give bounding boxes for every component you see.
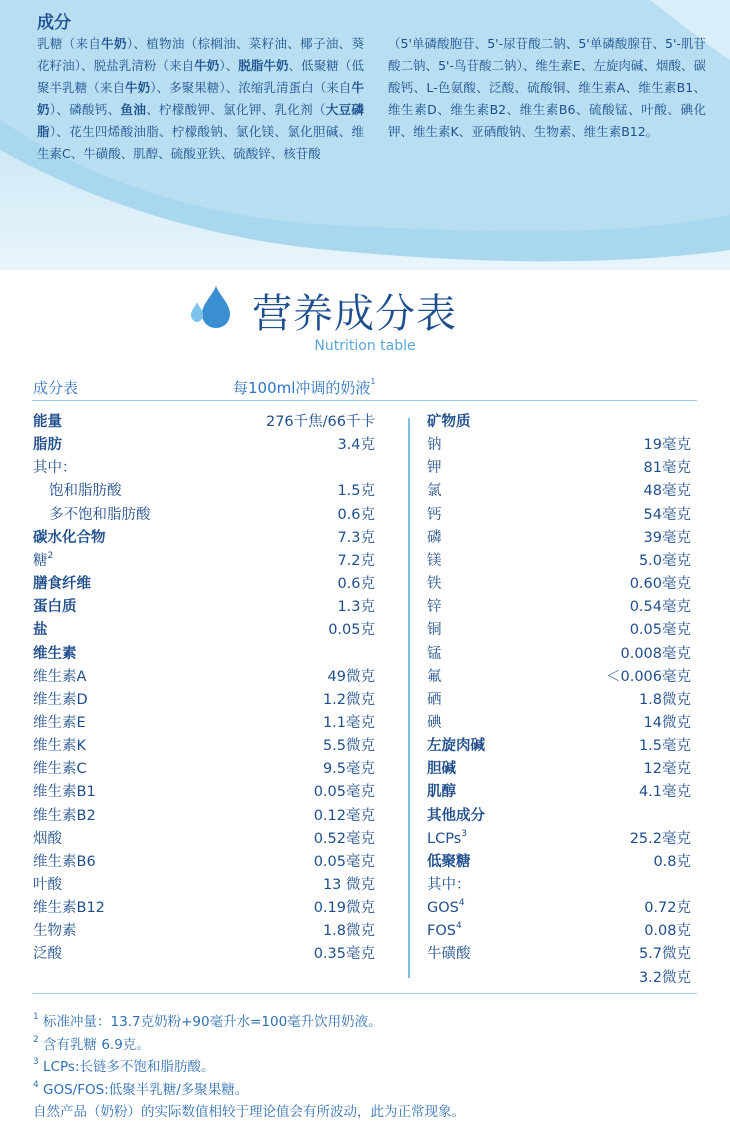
nutrient-label-text: 能量 [33, 414, 62, 430]
nutrient-label-text: GOS [427, 900, 459, 917]
nutrient-value: 0.60毫克 [629, 576, 691, 593]
allergen-text: 牛奶 [194, 58, 220, 73]
nutrient-row [33, 643, 375, 666]
nutrient-label [33, 828, 62, 851]
nutrient-value: 4.1毫克 [638, 784, 691, 801]
nutrient-value: 19毫克 [643, 437, 691, 454]
nutrient-label-text: 维生素K [33, 738, 87, 755]
nutrient-value: 12毫克 [643, 761, 691, 778]
nutrient-label [33, 434, 62, 457]
nutrient-row [427, 943, 691, 966]
nutrient-row [33, 851, 375, 874]
nutrient-label [33, 573, 91, 596]
nutrient-label [427, 619, 442, 642]
nutrient-row [33, 504, 375, 527]
nutrient-row [427, 457, 691, 480]
nutrient-label-text: 铁 [427, 576, 442, 593]
nutrient-value: 25.2毫克 [629, 830, 691, 847]
nutrient-row [427, 874, 691, 897]
nutrient-label-text: LCPs [427, 830, 462, 847]
nutrient-value: 13 微克 [322, 877, 375, 893]
nutrient-label-text: 维生素 [33, 645, 77, 662]
nutrient-label-text: 维生素B6 [33, 853, 96, 870]
nutrient-label-text: 其中： [427, 877, 471, 893]
nutrient-row [427, 781, 691, 804]
nutrient-value: 1.8微克 [322, 923, 375, 940]
ingredients-title: 成分 [37, 13, 71, 33]
nutrient-label-text: 钠 [427, 437, 442, 454]
nutrient-label-text: 多不饱和脂肪酸 [49, 506, 151, 523]
table-header-per-100ml-text: 每100ml冲调的奶液 [233, 379, 371, 397]
nutrient-row [427, 805, 691, 828]
water-drop-icon [188, 284, 234, 330]
nutrient-label [33, 596, 77, 619]
nutrition-table-title: 营养成分表 [252, 291, 457, 337]
ingredient-text: ）、 [219, 58, 239, 73]
nutrient-row [427, 897, 691, 920]
nutrient-label-text: 维生素E [33, 714, 86, 731]
nutrient-label-text: 氯 [427, 483, 442, 500]
nutrient-row [33, 666, 375, 689]
nutrient-label [427, 434, 442, 457]
nutrient-label [33, 805, 96, 828]
nutrient-value: 14微克 [643, 714, 691, 731]
nutrient-row [427, 434, 691, 457]
nutrient-value: 0.52毫克 [313, 830, 375, 847]
nutrient-value: 0.54毫克 [629, 599, 691, 616]
nutrient-row [33, 781, 375, 804]
nutrient-label-text: 铜 [427, 622, 442, 639]
nutrient-label-text: 牛磺酸 [427, 946, 471, 963]
nutrient-label [33, 712, 86, 735]
allergen-text: 鱼油 [120, 102, 147, 117]
nutrient-label [33, 411, 62, 434]
nutrient-row [33, 457, 375, 480]
nutrient-label-text: 镁 [427, 552, 442, 569]
nutrient-label [427, 643, 442, 666]
nutrient-label [33, 666, 86, 689]
ingredients-banner [0, 0, 730, 270]
nutrient-value: 0.008毫克 [620, 645, 691, 662]
nutrient-label-text: 生物素 [33, 923, 77, 940]
nutrient-label-text: 维生素B1 [33, 784, 96, 801]
footnote-line [33, 1101, 713, 1124]
nutrient-label-text: 其他成分 [427, 807, 485, 824]
nutrient-label-text: 维生素D [33, 691, 88, 708]
nutrient-label [33, 527, 106, 550]
nutrient-value: 0.05毫克 [313, 853, 375, 870]
footnote-mark: 2 [47, 550, 54, 561]
nutrient-label-text: 维生素B2 [33, 807, 96, 824]
nutrient-label-text: 矿物质 [427, 414, 471, 430]
nutrient-label-text: 氟 [427, 668, 442, 685]
ingredient-text: ）、多聚果糖）、浓缩乳清蛋白（来自 [150, 80, 352, 95]
nutrient-row [33, 573, 375, 596]
nutrient-value: 3.4克 [337, 437, 375, 454]
nutrient-row [427, 851, 691, 874]
nutrient-value: 1.3克 [337, 599, 375, 616]
nutrient-label-text: 碘 [427, 714, 442, 731]
nutrient-row [33, 874, 375, 897]
nutrient-label [33, 758, 87, 781]
nutrient-row [427, 689, 691, 712]
footnote-text: GOS/FOS:低聚半乳糖/多聚果糖。 [38, 1081, 249, 1098]
nutrient-value: 0.05毫克 [313, 784, 375, 801]
nutrient-label-text: FOS [427, 923, 456, 940]
nutrient-row [427, 596, 691, 619]
nutrient-row [33, 480, 375, 503]
nutrient-row [33, 897, 375, 920]
table-header-footnote-mark: 1 [370, 377, 376, 386]
ingredient-text: ）、磷酸钙、 [49, 102, 121, 117]
nutrient-label [427, 411, 471, 434]
nutrient-label [427, 805, 485, 828]
nutrient-label [427, 573, 442, 596]
nutrient-label-text: 蛋白质 [33, 599, 77, 616]
nutrient-value: 0.35毫克 [313, 946, 375, 963]
nutrient-value: 0.72克 [644, 900, 691, 917]
nutrient-label [427, 851, 471, 874]
footnote-number: 1 [33, 1012, 39, 1022]
nutrient-label [427, 920, 462, 943]
nutrient-value: ＜0.006毫克 [605, 668, 691, 685]
nutrient-row [33, 805, 375, 828]
nutrient-label-text: 饱和脂肪酸 [49, 483, 122, 500]
nutrient-row [427, 735, 691, 758]
nutrient-row [33, 712, 375, 735]
nutrient-label-text: 叶酸 [33, 877, 62, 893]
nutrient-row [427, 712, 691, 735]
nutrient-value: 9.5毫克 [322, 761, 375, 778]
nutrient-label [33, 735, 86, 758]
nutrient-label-text: 磷 [427, 529, 442, 546]
nutrient-label [427, 712, 442, 735]
footnote-text: 标准冲量：13.7克奶粉+90毫升水=100毫升饮用奶液。 [38, 1014, 382, 1030]
nutrient-row [33, 758, 375, 781]
nutrient-value: 7.2克 [337, 552, 375, 569]
nutrient-row [33, 828, 375, 851]
nutrient-value: 0.6克 [337, 506, 375, 523]
allergen-text: 大豆磷脂 [37, 102, 364, 139]
nutrient-row [427, 550, 691, 573]
nutrient-label-text: 碳水化合物 [33, 529, 106, 546]
nutrient-label [427, 504, 442, 527]
ingredients-text-right: （5'单磷酸胞苷、5'-尿苷酸二钠、5'单磷酸腺苷、5'-肌苷酸二钠、5'-鸟苷酸二钠）、维生素E、左旋肉碱、烟酸、碳酸钙、L-色氨酸、泛酸、硫酸铜、维生素A、维生素B1、维生素D、维生素B2、维生素B6、硫酸锰、叶酸、碘化钾、维生素K、亚硒酸钠、生物素、维生素B12。 [388, 36, 706, 139]
nutrient-label [427, 781, 456, 804]
nutrient-label-text: 膳食纤维 [33, 576, 91, 593]
footnote-number: 2 [33, 1034, 39, 1045]
nutrient-row [33, 943, 375, 966]
footnote-line [33, 1079, 713, 1102]
nutrient-label [33, 943, 62, 966]
nutrient-label [427, 596, 442, 619]
nutrient-label-text: 泛酸 [33, 946, 62, 963]
nutrient-value: 0.08克 [644, 923, 691, 940]
nutrient-label-text: 低聚糖 [427, 853, 471, 870]
nutrient-value: 1.5毫克 [638, 738, 691, 755]
nutrient-label [427, 874, 471, 897]
allergen-text: 牛奶 [125, 80, 151, 95]
allergen-text: 牛奶 [37, 80, 364, 117]
nutrient-row [33, 596, 375, 619]
nutrient-label [33, 643, 77, 666]
nutrient-row [33, 411, 375, 434]
nutrient-row [427, 643, 691, 666]
table-header-ingredient: 成分表 [33, 379, 79, 397]
footer-divider [32, 993, 697, 994]
nutrient-label-text: 维生素C [33, 761, 87, 778]
nutrient-label [33, 874, 62, 897]
nutrient-label [427, 735, 485, 758]
footnote-line [33, 1034, 713, 1057]
nutrient-value: 5.7微克 [638, 946, 691, 963]
nutrient-label [33, 920, 77, 943]
footnote-number: 3 [33, 1057, 39, 1067]
nutrient-label [33, 457, 77, 480]
nutrient-label [427, 689, 442, 712]
nutrient-row [427, 480, 691, 503]
nutrient-value: 0.6克 [337, 576, 375, 593]
nutrient-label-text: 烟酸 [33, 830, 62, 847]
nutrient-label [49, 504, 151, 527]
ingredient-text: 、柠檬酸钾、氯化钾、乳化剂（ [146, 102, 326, 117]
nutrient-row [427, 758, 691, 781]
nutrient-value: 54毫克 [643, 506, 691, 523]
nutrient-label [427, 828, 467, 851]
nutrient-value: 0.12毫克 [313, 807, 375, 824]
nutrient-label-text: 其中： [33, 460, 77, 477]
nutrient-value: 39毫克 [643, 529, 691, 546]
nutrient-label-text: 维生素B12 [33, 900, 105, 917]
footnote-mark: 3 [461, 828, 467, 839]
nutrient-row [427, 573, 691, 596]
nutrient-label [427, 550, 442, 573]
nutrient-label [33, 781, 96, 804]
nutrient-row [427, 967, 691, 990]
ingredient-text: 乳糖（来自 [37, 36, 102, 51]
nutrient-label [427, 457, 442, 480]
nutrient-value: 3.2微克 [638, 969, 691, 986]
nutrient-label [33, 897, 105, 920]
nutrient-value: 7.3克 [337, 529, 375, 546]
nutrient-label [427, 527, 442, 550]
nutrient-row [427, 666, 691, 689]
nutrient-label [33, 689, 88, 712]
footnote-line [33, 1056, 713, 1079]
nutrient-row [427, 527, 691, 550]
ingredient-text: ）、植物油（棕榈油、菜籽油、椰子油、葵花籽油）、脱盐乳清粉（来自 [37, 36, 364, 73]
nutrient-label [427, 943, 471, 966]
nutrient-row [33, 434, 375, 457]
nutrient-label [33, 619, 48, 642]
footnote-mark: 4 [458, 898, 465, 909]
footnote-text: 自然产品（奶粉）的实际数值相较于理论值会有所波动，此为正常现象。 [33, 1104, 465, 1120]
header-divider [32, 400, 697, 401]
nutrient-label [33, 550, 53, 573]
nutrient-row [427, 920, 691, 943]
nutrient-label [427, 897, 465, 920]
nutrient-label [49, 480, 122, 503]
nutrient-value: 276千焦/66千卡 [265, 414, 375, 430]
footnote-text: LCPs:长链多不饱和脂肪酸。 [38, 1059, 215, 1075]
nutrient-row [33, 689, 375, 712]
nutrient-label [427, 666, 442, 689]
nutrient-value: 0.8克 [653, 853, 691, 870]
nutrient-row [33, 920, 375, 943]
nutrient-value: 0.05毫克 [629, 622, 691, 639]
nutrient-value: 0.05克 [328, 622, 375, 639]
nutrient-label-text: 维生素A [33, 668, 87, 685]
nutrient-label [427, 480, 442, 503]
nutrient-value: 1.5克 [337, 483, 375, 500]
nutrient-row [33, 619, 375, 642]
nutrient-value: 81毫克 [643, 460, 691, 477]
footnote-number: 4 [33, 1079, 39, 1090]
nutrient-value: 48毫克 [643, 483, 691, 500]
nutrient-row [427, 828, 691, 851]
ingredients-text-left [37, 33, 364, 165]
nutrient-label-text: 糖 [33, 552, 48, 569]
nutrient-value: 1.1毫克 [322, 714, 375, 731]
ingredient-text: 、低聚糖（低聚半乳糖（来自 [37, 58, 364, 95]
nutrient-row [33, 550, 375, 573]
nutrient-value: 5.5微克 [322, 738, 375, 755]
allergen-text: 牛奶 [101, 36, 127, 51]
nutrient-row [33, 527, 375, 550]
nutrient-row [427, 411, 691, 434]
nutrient-label [427, 758, 456, 781]
nutrient-label-text: 盐 [33, 622, 48, 639]
nutrient-label-text: 左旋肉碱 [427, 738, 485, 755]
nutrient-value: 0.19微克 [313, 900, 375, 917]
footnote-mark: 4 [455, 921, 462, 932]
nutrient-value: 49微克 [327, 668, 375, 685]
nutrient-label-text: 脂肪 [33, 437, 62, 454]
ingredient-text: ）、花生四烯酸油脂、柠檬酸钠、氯化镁、氯化胆碱、维生素C、牛磺酸、肌醇、硫酸亚铁、硫酸锌、核苷酸 [37, 124, 364, 161]
nutrient-value: 5.0毫克 [638, 552, 691, 569]
nutrient-label-text: 胆碱 [427, 761, 456, 778]
nutrition-table-subtitle: Nutrition table [314, 338, 416, 354]
footnote-line [33, 1011, 713, 1034]
nutrient-label-text: 钾 [427, 460, 442, 477]
nutrient-label-text: 肌醇 [427, 784, 456, 801]
nutrient-label-text: 锰 [427, 645, 442, 662]
nutrient-value: 1.2微克 [322, 691, 375, 708]
footnotes [33, 1011, 713, 1124]
nutrient-label-text: 钙 [427, 506, 442, 523]
column-divider [408, 418, 410, 978]
nutrient-label-text: 硒 [427, 691, 442, 708]
table-header-per-100ml [233, 377, 376, 398]
nutrient-label-text: 锌 [427, 599, 442, 616]
nutrient-value: 1.8微克 [638, 691, 691, 708]
allergen-text: 脱脂牛奶 [238, 58, 289, 73]
nutrient-row [427, 619, 691, 642]
nutrient-row [33, 735, 375, 758]
nutrient-row [427, 504, 691, 527]
nutrient-label [33, 851, 96, 874]
footnote-text: 含有乳糖 6.9克。 [38, 1036, 150, 1053]
